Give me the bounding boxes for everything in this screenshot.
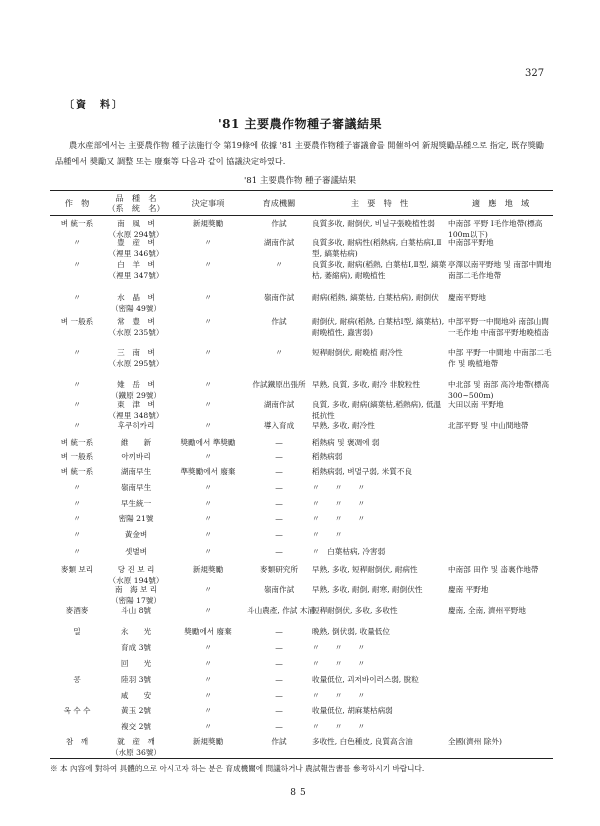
cell-breeder: — (275, 514, 283, 523)
page-number-top: 327 (525, 68, 545, 79)
cell-breeder: 作試鐵原出張所 (252, 380, 306, 389)
cell-decision: 〃 (204, 659, 212, 668)
cell-crop: 〃 (73, 514, 81, 523)
cell-variety-name: 陸羽 3號 (120, 675, 152, 684)
cell-variety (103, 219, 169, 240)
cell-region: 北部平野 및 中山間地帶 (448, 421, 529, 430)
cell-traits: 〃 〃 〃 (312, 499, 366, 508)
header-variety-main: 品 種 名 (115, 193, 157, 203)
cell-region: 中南部 田作 및 畓裏作地帶 (448, 565, 539, 574)
cell-variety-line: （裡里 347號） (108, 270, 164, 280)
cell-variety-name: 永 光 (120, 627, 152, 636)
cell-breeder: 湖南作試 (263, 238, 295, 247)
cell-crop: 벼 統一系 (60, 219, 94, 228)
cell-variety-name: 水 晶 벼 (117, 293, 155, 302)
cell-breeder: 麥類研究所 (260, 565, 298, 574)
cell-decision: 獎勵에서 廢棄 (184, 627, 232, 636)
cell-variety-name: 東 津 벼 (117, 400, 155, 409)
cell-traits: 良質多收, 耐倒伏, 비닐구張晩植性弱 (312, 219, 435, 228)
cell-decision: 〃 (204, 675, 212, 684)
cell-variety (103, 606, 169, 617)
cell-crop: 〃 (73, 380, 81, 389)
footnote: ※ 本 內容에 對하여 具體的으로 아시고자 하는 분은 育成機關에 問議하거나 農試報告書를 參考하시기 바랍니다. (50, 764, 425, 773)
cell-traits: 多收性, 白色種皮, 良質高含油 (312, 737, 413, 746)
cell-variety-name: 回 光 (120, 659, 152, 668)
cell-breeder: 湖南作試 (263, 400, 295, 409)
cell-region: 大田以南 平野地 (448, 400, 504, 409)
cell-breeder: 〃 (275, 260, 283, 269)
cell-traits: 〃 白葉枯病, 冷害弱 (312, 547, 386, 556)
cell-breeder: — (275, 499, 283, 508)
cell-variety-name: 白 羊 벼 (117, 260, 155, 269)
cell-decision: 準獎勵에서 廢棄 (180, 467, 236, 476)
cell-variety-name: 당 진 보 리 (117, 565, 155, 574)
cell-breeder: 導入育成 (263, 421, 295, 430)
cell-variety (103, 499, 169, 510)
cell-variety (103, 722, 169, 733)
cell-variety (103, 400, 169, 421)
cell-region: 中部平野一中間地와 南部山間一毛作地 中南部平野地晩植畓 (448, 317, 550, 337)
cell-region: 中北部 및 南部 高冷地帶(標高 300~500m) (448, 380, 550, 400)
cell-crop: 〃 (73, 547, 81, 556)
cell-crop: 麥類 보리 (60, 565, 94, 574)
table-header-rule (50, 215, 553, 216)
cell-crop: 〃 (73, 348, 81, 357)
cell-breeder: — (275, 452, 283, 461)
cell-decision: 〃 (204, 317, 212, 326)
cell-traits: 良質多收, 耐病(稻熱, 白葉枯Ⅰ,Ⅱ型, 縞葉枯, 萎縮病), 耐晩植性 (312, 260, 447, 280)
cell-traits: 〃 〃 〃 (312, 514, 366, 523)
cell-decision: 〃 (204, 483, 212, 492)
cell-decision: 新規獎勵 (192, 219, 224, 228)
cell-variety-line: （鐵原 29號） (110, 390, 162, 400)
cell-traits: 短稈耐倒伏, 耐晩植 耐冷性 (312, 348, 403, 357)
cell-decision: 〃 (204, 293, 212, 302)
cell-traits: 收量低位, 괴저바이러스弱, 脫粒 (312, 675, 419, 684)
cell-breeder: — (275, 483, 283, 492)
cell-variety (103, 483, 169, 494)
cell-traits: 早熟, 多收, 耐冷性 (312, 421, 375, 430)
cell-decision: 〃 (204, 706, 212, 715)
cell-decision: 〃 (204, 691, 212, 700)
cell-variety-name: 南 海 보 리 (114, 585, 158, 594)
cell-decision: 〃 (204, 238, 212, 247)
header-decision: 決定事項 (191, 198, 225, 208)
cell-variety-name: 早生統一 (120, 499, 152, 508)
table-title: '81 主要農作物 種子審議結果 (243, 176, 357, 186)
cell-variety (103, 380, 169, 401)
header-variety-sub: （系 統 名） (107, 202, 165, 213)
cell-traits: 〃 〃 〃 (312, 643, 366, 652)
cell-variety (103, 317, 169, 338)
cell-variety-name: 南 風 벼 (117, 219, 155, 228)
cell-breeder: 斗山農產, 作試 木浦 (247, 606, 315, 615)
cell-variety-name: 嶺南早生 (120, 483, 152, 492)
cell-variety-name: 育成 3號 (120, 643, 152, 652)
cell-crop: 〃 (73, 260, 81, 269)
cell-crop: 콩 (73, 675, 81, 684)
cell-variety (103, 643, 169, 654)
cell-variety (103, 675, 169, 686)
cell-crop: 麥酒麥 (65, 606, 89, 615)
cell-variety (103, 348, 169, 369)
cell-variety-name: 黃金벼 (124, 530, 148, 539)
cell-variety-name: 雉 岳 벼 (117, 380, 155, 389)
cell-variety (103, 530, 169, 541)
cell-traits: 稻熱病 및 褒凋에 弱 (312, 438, 380, 447)
cell-region: 亭澤以南平野地 및 南部中間地 南部二毛作地帶 (448, 260, 552, 280)
cell-variety-name: 維 新 (120, 438, 152, 447)
header-region: 適 應 地 域 (471, 198, 530, 208)
cell-region: 中南部平野地 (448, 238, 494, 247)
cell-variety-line: （水原 194號） (108, 575, 164, 585)
cell-traits: 〃 〃 〃 (312, 483, 366, 492)
cell-variety (103, 421, 169, 432)
section-label: 〔資 料〕 (64, 100, 124, 111)
header-crop: 作 物 (64, 198, 90, 208)
cell-variety-name: 密陽 21號 (118, 514, 154, 523)
cell-variety (103, 467, 169, 478)
cell-breeder: — (275, 691, 283, 700)
cell-decision: 〃 (204, 547, 212, 556)
cell-region: 全國(濟州 除外) (448, 737, 502, 746)
cell-variety-name: 湖南早生 (120, 467, 152, 476)
cell-variety-line: （裡里 348號） (108, 410, 164, 420)
cell-variety-line: （水原 295號） (108, 358, 164, 368)
cell-variety (103, 627, 169, 638)
cell-variety-name: 후쿠히카리 (117, 421, 155, 430)
cell-breeder: — (275, 722, 283, 731)
header-breeder: 育成機關 (262, 198, 296, 208)
cell-traits: 〃 〃 〃 (312, 691, 366, 700)
cell-decision: 〃 (204, 260, 212, 269)
cell-crop: 밀 (73, 627, 81, 636)
header-traits: 主 要 特 性 (350, 198, 409, 208)
header-variety (103, 194, 169, 213)
cell-decision: 〃 (204, 400, 212, 409)
cell-variety-line: （裡里 346號） (108, 248, 164, 258)
cell-decision: 〃 (204, 348, 212, 357)
cell-variety (103, 293, 169, 314)
cell-variety-name: 三 南 벼 (117, 348, 155, 357)
cell-breeder: — (275, 706, 283, 715)
cell-crop: 〃 (73, 421, 81, 430)
cell-breeder: — (275, 530, 283, 539)
cell-traits: 早熟, 多收, 耐倒, 耐寒, 耐倒伏性 (312, 585, 423, 594)
cell-region: 慶南平野地 (448, 293, 486, 302)
cell-variety (103, 452, 169, 463)
cell-variety (103, 691, 169, 702)
cell-crop: 벼 統一系 (60, 438, 94, 447)
cell-breeder: 〃 (275, 348, 283, 357)
cell-decision: 〃 (204, 722, 212, 731)
cell-traits: 收量低位, 胡麻葉枯病弱 (312, 706, 393, 715)
cell-decision: 新規獎勵 (192, 565, 224, 574)
cell-variety (103, 706, 169, 717)
cell-decision: 獎勵에서 準獎勵 (180, 438, 236, 447)
cell-traits: 〃 〃 〃 (312, 722, 366, 731)
cell-variety (103, 737, 169, 758)
page-number-bottom: 85 (290, 788, 310, 798)
cell-variety-name: 常 豊 벼 (117, 317, 155, 326)
cell-crop: 벼 一般系 (60, 317, 94, 326)
cell-variety-name: 就 産 깨 (117, 737, 155, 746)
cell-variety (103, 260, 169, 281)
cell-breeder: — (275, 659, 283, 668)
cell-traits: 良質多收, 耐病性(稻熱病, 白葉枯病Ⅰ,Ⅱ型, 縞葉枯病) (312, 238, 442, 258)
cell-traits: 稻熱病弱 (312, 452, 343, 461)
cell-variety (103, 659, 169, 670)
cell-region: 慶南, 全南, 濟州平野地 (448, 606, 526, 615)
cell-crop: 〃 (73, 530, 81, 539)
cell-breeder: — (275, 643, 283, 652)
cell-crop: 옥 수 수 (63, 706, 91, 715)
cell-decision: 新規獎勵 (192, 737, 224, 746)
cell-region: 慶南 平野地 (448, 585, 489, 594)
cell-traits: 良質, 多收, 耐病(縞葉枯,稻熱病), 低溫抵抗性 (312, 400, 442, 420)
cell-traits: 晩熟, 倒伏弱, 收量低位 (312, 627, 390, 636)
cell-variety-name: 아끼바리 (121, 452, 151, 461)
cell-breeder: — (275, 547, 283, 556)
cell-crop: 〃 (73, 238, 81, 247)
cell-traits: 耐病(稻熱, 縞葉枯, 白葉枯病), 耐倒伏 (312, 293, 439, 302)
cell-breeder: 嶺南作試 (263, 585, 295, 594)
cell-region: 中南部 平野 Ⅰ毛作地帶(標高100m以下) (448, 219, 543, 239)
cell-decision: 〃 (204, 452, 212, 461)
cell-traits: 〃 〃 (312, 530, 343, 539)
cell-crop: 벼 一般系 (60, 452, 94, 461)
cell-traits: 短稈耐倒伏, 多收, 多收性 (312, 606, 398, 615)
cell-variety-name: 斗山 8號 (120, 606, 152, 615)
cell-variety-name: 셋별벼 (124, 547, 147, 556)
intro-paragraph: 農水産部에서는 主要農作物 種子法施行令 第19條에 依據 '81 主要農作物種子審議會를 開催하여 新規獎勵品種으로 指定, 既存獎勵品種에서 奬勵又 調整 또는 廢棄等 다음과 같이 協議決定하였다. (55, 140, 544, 166)
cell-traits: 稻熱病弱, 벼멸구弱, 米質不良 (312, 467, 413, 476)
cell-variety (103, 547, 169, 558)
cell-decision: 〃 (204, 643, 212, 652)
cell-crop: 참 깨 (65, 737, 89, 746)
cell-breeder: 作試 (271, 219, 287, 228)
cell-crop: 〃 (73, 400, 81, 409)
cell-breeder: — (275, 627, 283, 636)
cell-breeder: — (275, 467, 283, 476)
cell-traits: 〃 〃 〃 (312, 659, 366, 668)
cell-variety-line: （水原 294號） (108, 229, 164, 239)
cell-variety (103, 238, 169, 259)
cell-variety (103, 565, 169, 586)
cell-crop: 〃 (73, 499, 81, 508)
cell-traits: 早熟, 良質, 多收, 耐冷 非脫粒性 (312, 380, 421, 389)
cell-decision: 〃 (204, 606, 212, 615)
cell-decision: 〃 (204, 421, 212, 430)
cell-breeder: 作試 (271, 737, 287, 746)
cell-variety-line: （水原 36號） (110, 747, 162, 757)
cell-variety-name: 豊 産 벼 (117, 238, 155, 247)
cell-decision: 〃 (204, 530, 212, 539)
cell-breeder: — (275, 438, 283, 447)
cell-variety-name: 黃玉 2號 (120, 706, 152, 715)
cell-breeder: — (275, 675, 283, 684)
cell-breeder: 作試 (271, 317, 287, 326)
document-title: '81 主要農作物種子審議結果 (217, 117, 383, 131)
cell-variety-name: 複交 2號 (120, 722, 152, 731)
cell-crop: 〃 (73, 483, 81, 492)
cell-crop: 벼 統一系 (60, 467, 94, 476)
cell-decision: 〃 (204, 514, 212, 523)
cell-traits: 耐倒伏, 耐病(稻熱, 白葉枯Ⅰ型, 縞葉枯), 耐晩植性, 蟲害弱) (312, 317, 445, 337)
cell-variety-line: （密陽 49號） (110, 303, 162, 313)
cell-crop: 〃 (73, 293, 81, 302)
cell-breeder: 嶺南作試 (263, 293, 295, 302)
cell-region: 中部 平野一中間地 中南部二毛作 및 晩植地帶 (448, 348, 552, 368)
cell-variety-name: 咸 安 (120, 691, 152, 700)
cell-decision: 〃 (204, 499, 212, 508)
cell-decision: 〃 (204, 380, 212, 389)
table-top-rule (50, 190, 553, 191)
table-bottom-rule (50, 758, 553, 759)
cell-variety (103, 438, 169, 449)
cell-variety-line: （水原 235號） (108, 327, 164, 337)
cell-variety (103, 514, 169, 525)
cell-variety-line: （密陽 17號） (110, 595, 162, 605)
cell-variety (103, 585, 169, 606)
cell-traits: 早熟, 多收, 短稈耐倒伏, 耐病性 (312, 565, 418, 574)
cell-decision: 〃 (204, 585, 212, 594)
